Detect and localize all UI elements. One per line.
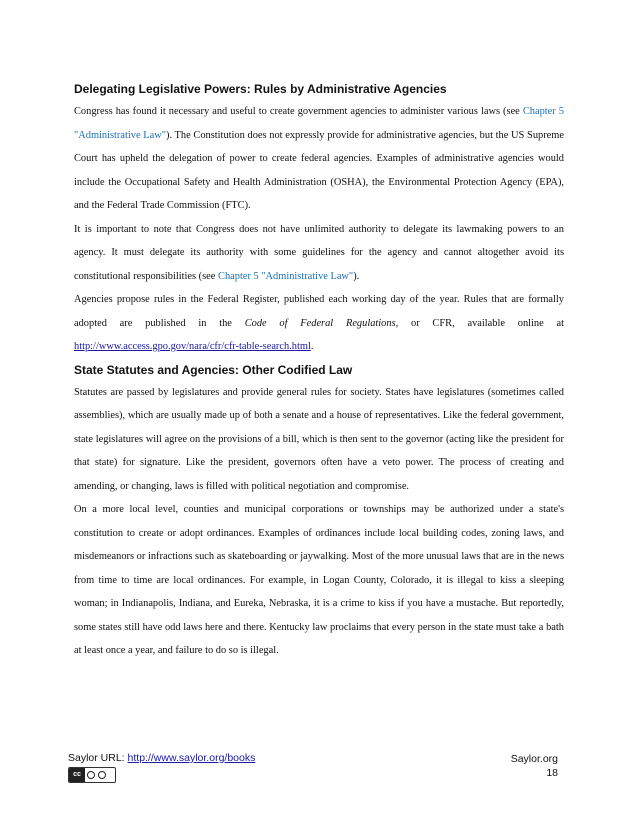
text-run: . bbox=[310, 341, 314, 352]
footer-site: Saylor.org bbox=[510, 753, 558, 765]
paragraph-congress-agencies bbox=[74, 100, 564, 218]
footer-url-label: Saylor URL: bbox=[68, 752, 128, 764]
footer-left bbox=[68, 752, 255, 764]
cfr-title: Code of Federal Regulations bbox=[244, 317, 396, 329]
attribution-icon bbox=[87, 771, 95, 779]
paragraph-federal-register bbox=[74, 288, 564, 359]
section-heading-state-statutes: State Statutes and Agencies: Other Codified Law bbox=[74, 362, 353, 377]
chapter-5-link[interactable]: Chapter 5 "Administrative Law" bbox=[218, 270, 354, 282]
section-heading-delegating: Delegating Legislative Powers: Rules by Administrative Agencies bbox=[74, 82, 447, 96]
text-run: It is important to note that Congress does not have unlimited authority to delegate its lawmaking powers to an agency. It must delegate its authority with some guidelines for the agency and cannot altogether avoid its constitutional responsibilities (see bbox=[74, 223, 564, 282]
text-run: , or CFR, available online at bbox=[395, 317, 565, 329]
paragraph-ordinances: On a more local level, counties and municipal corporations or townships may be authorized under a state's constitution to create or adopt ordinances. Examples of ordinances include local building codes, zoning laws, and misdemeanors or infractions such as skateboarding or jaywalking. Most of the more unusual laws that are in the news from time to time are local ordinances. For example, in Logan County, Colorado, it is illegal to kiss a sleeping woman; in Indianapolis, Indiana, and Eureka, Nebraska, it is a crime to kiss if you have a mustache. But reportedly, some states still have odd laws here and there. Kentucky law proclaims that every person in the state must take a bath at least once a year, and failure to do so is illegal. bbox=[74, 504, 564, 656]
text-run: Agencies propose rules in the Federal Register, published each working day of the year. Rules that are formally adopted are published in the bbox=[74, 294, 564, 329]
chapter-5-link[interactable]: Chapter 5 "Administrative Law" bbox=[74, 106, 565, 141]
cc-logo-icon: cc bbox=[69, 768, 85, 782]
text-run: Congress has found it necessary and useful to create government agencies to administer various laws (see bbox=[74, 106, 523, 117]
page-number: 18 bbox=[546, 767, 558, 779]
text-run: ). The Constitution does not expressly provide for administrative agencies, but the US Supreme Court has upheld the delegation of power to create federal agencies. Examples of administrative agencies would include the Occupational Safety and Health Administration (OSHA), the Environmental Protection Agency (EPA), and the Federal Trade Commission (FTC). bbox=[74, 129, 564, 211]
gpo-cfr-link[interactable]: http://www.access.gpo.gov/nara/cfr/cfr-table-search.html bbox=[74, 341, 311, 352]
noncommercial-icon bbox=[98, 771, 106, 779]
saylor-books-link[interactable]: http://www.saylor.org/books bbox=[127, 752, 256, 764]
paragraph-delegation-limits bbox=[74, 218, 564, 289]
creative-commons-license-icon[interactable] bbox=[68, 767, 116, 783]
text-run: ). bbox=[353, 270, 360, 282]
page-content bbox=[74, 78, 564, 663]
paragraph-statutes: Statutes are passed by legislatures and provide general rules for society. States have legislatures (sometimes called assemblies), which are usually made up of both a senate and a house of representatives. Like the federal government, state legislatures will agree on the provisions of a bill, which is then sent to the governor (acting like the president for that state) for signature. Like the president, governors often have a veto power. The process of creating and amending, or changing, laws is filled with political negotiation and compromise. bbox=[74, 386, 564, 492]
footer-right bbox=[511, 752, 558, 780]
license-terms-icons bbox=[87, 770, 114, 780]
